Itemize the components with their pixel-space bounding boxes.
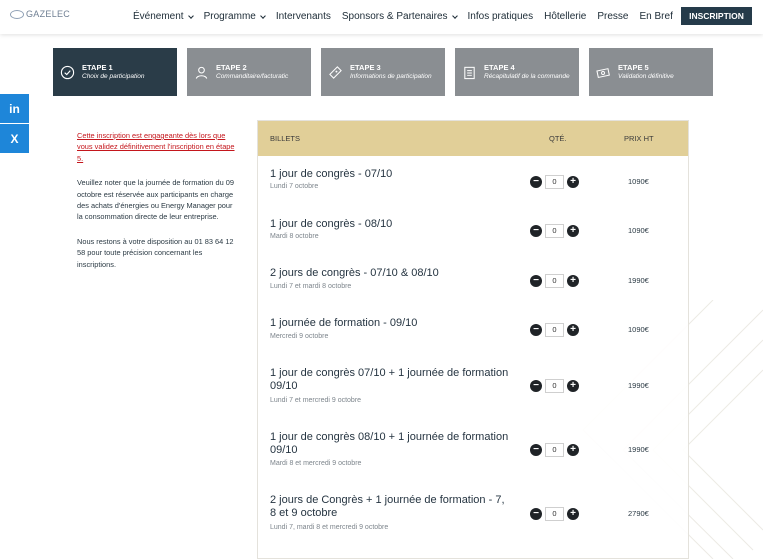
commitment-warning: Cette inscription est engageante dès lors que vous validez définitivement l'inscription en étape 5.	[77, 131, 235, 163]
ticket-date: Lundi 7 octobre	[270, 183, 319, 190]
quantity-stepper	[530, 175, 579, 189]
quantity-input[interactable]: 0	[545, 175, 564, 189]
step-title: ETAPE 3	[350, 63, 381, 72]
quantity-input[interactable]: 0	[545, 323, 564, 337]
minus-button[interactable]: −	[530, 275, 542, 287]
nav-item-sponsors[interactable]	[342, 11, 457, 22]
site-header	[0, 0, 763, 34]
col-prix: PRIX HT	[624, 134, 654, 143]
logo-text: GAZELEC	[26, 9, 71, 19]
ticket-price: 1090€	[628, 325, 649, 334]
minus-button[interactable]: −	[530, 225, 542, 237]
x-icon: X	[10, 131, 19, 146]
nav-label: Sponsors & Partenaires	[341, 11, 448, 22]
linkedin-icon: in	[9, 101, 20, 116]
step-title: ETAPE 4	[484, 63, 515, 72]
quantity-input[interactable]: 0	[545, 274, 564, 288]
plus-button[interactable]: +	[567, 380, 579, 392]
nav-item-programme[interactable]	[204, 11, 265, 22]
registration-note	[77, 130, 237, 283]
minus-button[interactable]: −	[530, 176, 542, 188]
quantity-input[interactable]: 0	[545, 379, 564, 393]
quantity-stepper	[530, 323, 579, 337]
step-4[interactable]	[455, 48, 579, 96]
main-nav	[133, 11, 684, 22]
plus-button[interactable]: +	[567, 275, 579, 287]
gazelec-logo[interactable]	[10, 9, 70, 19]
chevron-down-icon	[188, 13, 194, 19]
ticket-date: Mardi 8 et mercredi 9 octobre	[270, 460, 362, 467]
ticket-date: Lundi 7 et mardi 8 octobre	[270, 283, 352, 290]
social-share-bar	[0, 94, 29, 154]
step-subtitle: Récapitulatif de la commande	[484, 73, 570, 80]
step-subtitle: Informations de participation	[350, 73, 432, 80]
ticket-name: 1 jour de congrès 08/10 + 1 journée de formation 09/10	[270, 431, 509, 456]
ticket-price: 1990€	[628, 381, 649, 390]
ticket-name: 2 jours de congrès - 07/10 & 08/10	[270, 267, 439, 279]
ticket-price: 2790€	[628, 509, 649, 518]
quantity-stepper	[530, 443, 579, 457]
chevron-down-icon	[452, 13, 458, 19]
nav-item-evenement[interactable]	[133, 11, 193, 22]
plus-button[interactable]: +	[567, 508, 579, 520]
ticket-price: 1090€	[628, 226, 649, 235]
quantity-input[interactable]: 0	[545, 443, 564, 457]
nav-item-infos[interactable]	[468, 11, 534, 22]
quantity-input[interactable]: 0	[545, 507, 564, 521]
nav-label: Presse	[597, 11, 629, 22]
money-icon	[596, 65, 611, 80]
quantity-stepper	[530, 379, 579, 393]
training-notice: Veuillez noter que la journée de formation du 09 octobre est réservée aux participants en charge des achats d'énergies ou Energy Manager pour la consommation directe de leur entreprise.	[77, 178, 234, 222]
contact-notice: Nous restons à votre disposition au 01 83 64 12 58 pour toute précision concernant les inscriptions.	[77, 236, 234, 269]
col-qte: QTÉ.	[549, 134, 567, 143]
step-5[interactable]	[589, 48, 713, 96]
quantity-stepper	[530, 224, 579, 238]
step-1[interactable]	[53, 48, 177, 96]
step-subtitle: Commanditaire/facturatic	[216, 73, 289, 80]
x-share-button[interactable]	[0, 124, 29, 153]
ticket-name: 1 jour de congrès - 07/10	[270, 168, 393, 180]
step-title: ETAPE 2	[216, 63, 247, 72]
ticket-name: 1 journée de formation - 09/10	[270, 317, 418, 329]
ticket-name: 1 jour de congrès - 08/10	[270, 218, 393, 230]
tickets-table	[257, 120, 689, 559]
plus-button[interactable]: +	[567, 176, 579, 188]
ticket-price: 1090€	[628, 177, 649, 186]
quantity-stepper	[530, 507, 579, 521]
nav-item-en-bref[interactable]	[640, 11, 673, 22]
check-circle-icon	[60, 65, 75, 80]
ticket-date: Mardi 8 octobre	[270, 233, 319, 240]
logo-mark-icon	[10, 10, 24, 19]
quantity-stepper	[530, 274, 579, 288]
ticket-date: Mercredi 9 octobre	[270, 333, 329, 340]
step-title: ETAPE 1	[82, 63, 113, 72]
step-subtitle: Validation définitive	[618, 73, 674, 80]
nav-label: Événement	[133, 11, 184, 22]
table-header	[258, 121, 688, 156]
inscription-button[interactable]: INSCRIPTION	[681, 7, 752, 25]
ticket-price: 1990€	[628, 445, 649, 454]
minus-button[interactable]: −	[530, 380, 542, 392]
user-icon	[194, 65, 209, 80]
linkedin-share-button[interactable]	[0, 94, 29, 123]
minus-button[interactable]: −	[530, 324, 542, 336]
registration-steps	[53, 48, 723, 96]
plus-button[interactable]: +	[567, 225, 579, 237]
nav-label: Hôtellerie	[544, 11, 587, 22]
nav-item-intervenants[interactable]	[276, 11, 331, 22]
plus-button[interactable]: +	[567, 444, 579, 456]
step-subtitle: Choix de participation	[82, 73, 145, 80]
quantity-input[interactable]: 0	[545, 224, 564, 238]
ticket-date: Lundi 7 et mercredi 9 octobre	[270, 397, 362, 404]
minus-button[interactable]: −	[530, 444, 542, 456]
nav-label: Programme	[203, 11, 256, 22]
col-billets: BILLETS	[270, 134, 301, 143]
step-title: ETAPE 5	[618, 63, 649, 72]
ticket-name: 1 jour de congrès 07/10 + 1 journée de formation 09/10	[270, 367, 509, 392]
step-2[interactable]	[187, 48, 311, 96]
nav-label: Intervenants	[275, 11, 331, 22]
ticket-price: 1990€	[628, 276, 649, 285]
nav-item-presse[interactable]	[597, 11, 628, 22]
chevron-down-icon	[260, 13, 266, 19]
nav-item-hotellerie[interactable]	[544, 11, 586, 22]
ticket-date: Lundi 7, mardi 8 et mercredi 9 octobre	[270, 524, 389, 531]
ticket-name: 2 jours de Congrès + 1 journée de formation - 7, 8 et 9 octobre	[270, 494, 505, 519]
minus-button[interactable]: −	[530, 508, 542, 520]
plus-button[interactable]: +	[567, 324, 579, 336]
ticket-icon	[328, 65, 343, 80]
step-3[interactable]	[321, 48, 445, 96]
nav-label: En Bref	[639, 11, 673, 22]
clipboard-icon	[462, 65, 477, 80]
nav-label: Infos pratiques	[467, 11, 534, 22]
